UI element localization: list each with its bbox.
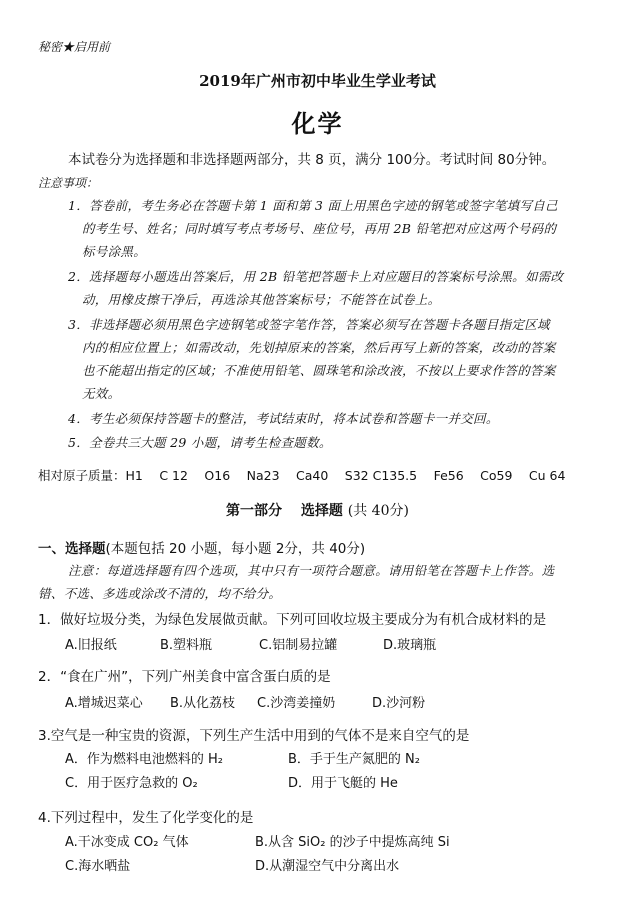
question-2-option-b: B.从化荔枝 xyxy=(170,696,236,711)
question-2-stem: 2．“食在广州”，下列广州美食中富含蛋白质的是 xyxy=(38,669,331,685)
note-line: 内的相应位置上；如需改动，先划掉原来的答案，然后再写上新的答案，改动的答案 xyxy=(82,340,556,355)
section-note: 错、不选、多选或涂改不清的，均不给分。 xyxy=(38,586,282,601)
question-4-option-a: A.干冰变成 CO₂ 气体 xyxy=(65,835,189,850)
question-1-option-d: D.玻璃瓶 xyxy=(383,638,437,653)
note-line: 4．考生必须保持答题卡的整洁，考试结束时，将本试卷和答题卡一并交回。 xyxy=(68,411,499,426)
question-4-option-c: C.海水晒盐 xyxy=(65,859,131,874)
exam-title: 2019年广州市初中毕业生学业考试 xyxy=(199,72,436,90)
question-4-stem: 4.下列过程中，发生了化学变化的是 xyxy=(38,810,254,826)
question-4-option-d: D.从潮湿空气中分离出水 xyxy=(255,859,400,874)
section-heading xyxy=(38,537,365,557)
question-3-option-a: A．作为燃料电池燃料的 H₂ xyxy=(65,752,224,767)
note-line: 标号涂黑。 xyxy=(82,244,147,259)
question-1-option-a: A.旧报纸 xyxy=(65,638,117,653)
question-3-option-c: C．用于医疗急救的 O₂ xyxy=(65,776,198,791)
question-3-option-b: B．手于生产氮肥的 N₂ xyxy=(288,752,420,767)
question-2-option-c: C.沙湾姜撞奶 xyxy=(257,696,336,711)
question-1-stem: 1．做好垃圾分类，为绿色发展做贡献。下列可回收垃圾主要成分为有机合成材料的是 xyxy=(38,612,547,628)
question-3-stem: 3.空气是一种宝贵的资源，下列生产生活中用到的气体不是来自空气的是 xyxy=(38,728,470,744)
part-one-label: 第一部分 选择题 xyxy=(226,503,343,519)
note-line: 无效。 xyxy=(82,386,121,401)
note-line: 1．答卷前，考生务必在答题卡第 1 面和第 3 面上用黑色字迹的钢笔或签字笔填写自己 xyxy=(68,198,558,213)
question-2-option-a: A.增城迟菜心 xyxy=(65,696,143,711)
question-1-option-b: B.塑料瓶 xyxy=(160,638,213,653)
section-desc: (本题包括 20 小题，每小题 2分，共 40分) xyxy=(105,541,366,557)
note-line: 动，用橡皮擦干净后，再选涂其他答案标号；不能答在试卷上。 xyxy=(82,292,441,307)
note-line: 3．非选择题必须用黑色字迹钢笔或签字笔作答，答案必须写在答题卡各题目指定区域 xyxy=(68,317,550,332)
section-title: 一、选择题 xyxy=(38,541,106,557)
question-3-option-d: D．用于飞艇的 He xyxy=(288,776,398,791)
note-line: 2．选择题每小题选出答案后，用 2B 铅笔把答题卡上对应题目的答案标号涂黑。如需改 xyxy=(68,269,564,284)
part-one-title xyxy=(0,500,635,520)
part-one-points: (共 40分) xyxy=(347,503,409,519)
exam-intro: 本试卷分为选择题和非选择题两部分，共 8 页，满分 100分。考试时间 80分钟。 xyxy=(68,152,556,168)
relative-atomic-masses: 相对原子质量：H1 C 12 O16 Na23 Ca40 S32 C135.5 Fe56 Co59 Cu 64 xyxy=(38,468,566,483)
question-4-option-b: B.从含 SiO₂ 的沙子中提炼高纯 Si xyxy=(255,835,450,850)
question-1-option-c: C.铝制易拉罐 xyxy=(259,638,338,653)
note-line: 的考生号、姓名；同时填写考点考场号、座位号，再用 2B 铅笔把对应这两个号码的 xyxy=(82,221,557,236)
note-line: 5．全卷共三大题 29 小题，请考生检查题数。 xyxy=(68,435,332,450)
note-line: 也不能超出指定的区域；不准使用铅笔、圆珠笔和涂改液，不按以上要求作答的答案 xyxy=(82,363,556,378)
subject-title: 化学 xyxy=(291,109,344,138)
confidential-label: 秘密★启用前 xyxy=(38,40,111,54)
question-2-option-d: D.沙河粉 xyxy=(372,696,426,711)
notes-heading: 注意事项： xyxy=(38,176,99,190)
section-note: 注意：每道选择题有四个选项，其中只有一项符合题意。请用铅笔在答题卡上作答。选 xyxy=(68,563,555,578)
